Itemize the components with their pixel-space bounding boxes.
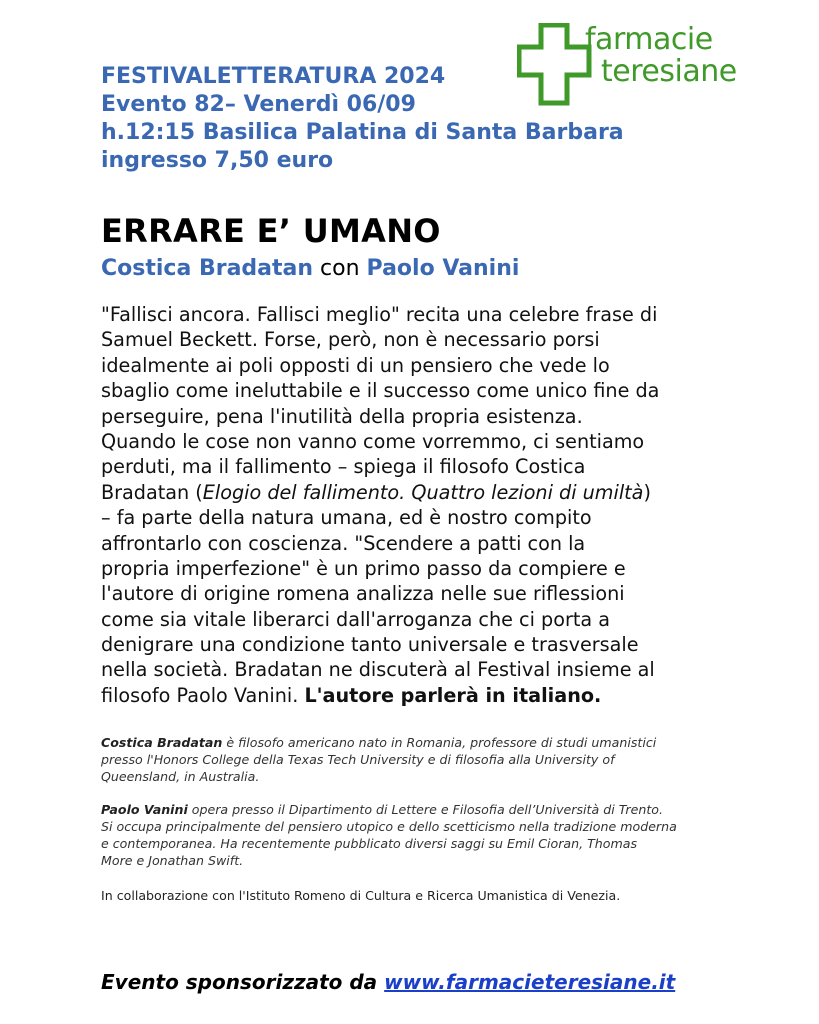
description-line: come sia vitale liberarci dall'arroganza che ci porta a xyxy=(101,607,610,631)
bio-line xyxy=(101,801,741,818)
description-line-last xyxy=(101,683,741,708)
bio-line: Si occupa principalmente del pensiero utopico e dello scetticismo nella tradizione moderna xyxy=(101,819,677,834)
description-line: denigrare una condizione tanto universale e trasversale xyxy=(101,633,639,657)
subtitle-connector: con xyxy=(313,256,367,281)
description-line: sbaglio come ineluttabile e il successo come unico fine da xyxy=(101,379,660,403)
event-description xyxy=(101,302,741,708)
event-price: ingresso 7,50 euro xyxy=(101,148,334,173)
event-time-place: h.12:15 Basilica Palatina di Santa Barbara xyxy=(101,120,624,145)
bio-line: presso l'Honors College della Texas Tech University e di filosofia alla University of xyxy=(101,752,615,767)
description-line-book xyxy=(101,480,741,505)
bio-author-name: Costica Bradatan xyxy=(101,735,223,750)
description-line: perduti, ma il fallimento – spiega il filosofo Costica xyxy=(101,455,586,479)
book-title: Elogio del fallimento. Quattro lezioni di umiltà xyxy=(202,480,644,504)
description-line: – fa parte della natura umana, ed è nostro compito xyxy=(101,506,592,530)
book-prefix: Bradatan ( xyxy=(101,480,203,504)
guest-bio xyxy=(101,801,741,869)
book-suffix: ) xyxy=(643,480,651,504)
logo-text-farmacie: farmacie xyxy=(585,22,713,57)
description-line: idealmente ai poli opposti di un pensiero che vede lo xyxy=(101,353,610,377)
event-number-date: Evento 82– Venerdì 06/09 xyxy=(101,92,416,117)
collaboration-note: In collaborazione con l'Istituto Romeno di Cultura e Ricerca Umanistica di Venezia. xyxy=(101,888,621,903)
language-note: L'autore parlerà in italiano. xyxy=(304,683,602,707)
guest-name: Paolo Vanini xyxy=(366,256,520,281)
event-title: ERRARE E’ UMANO xyxy=(101,212,441,250)
description-last-text: filosofo Paolo Vanini. xyxy=(101,683,305,707)
logo-text-teresiane: teresiane xyxy=(601,54,737,89)
author-bio xyxy=(101,734,741,785)
description-line: l'autore di origine romena analizza nelle sue riflessioni xyxy=(101,582,625,606)
description-line: "Fallisci ancora. Fallisci meglio" recita una celebre frase di xyxy=(101,303,658,326)
bio-line: More e Jonathan Swift. xyxy=(101,853,244,868)
bio-text: è filosofo americano nato in Romania, professore di studi umanistici xyxy=(222,735,657,750)
bio-guest-name: Paolo Vanini xyxy=(101,802,188,817)
sponsor-line xyxy=(101,970,675,994)
event-header xyxy=(101,63,624,175)
bio-line: e contemporanea. Ha recentemente pubblicato diversi saggi su Emil Cioran, Thomas xyxy=(101,836,638,851)
description-line: affrontarlo con coscienza. "Scendere a patti con la xyxy=(101,531,586,555)
festival-name: FESTIVALETTERATURA 2024 xyxy=(101,64,446,89)
bio-line xyxy=(101,734,741,751)
author-name: Costica Bradatan xyxy=(101,256,314,281)
description-line: Quando le cose non vanno come vorremmo, ci sentiamo xyxy=(101,429,645,453)
description-line: propria imperfezione" è un primo passo da compiere e xyxy=(101,556,626,580)
description-line: perseguire, pena l'inutilità della propria esistenza. xyxy=(101,404,583,428)
bio-text: opera presso il Dipartimento di Lettere e Filosofia dell’Università di Trento. xyxy=(187,802,663,817)
description-line: Samuel Beckett. Forse, però, non è necessario porsi xyxy=(101,328,600,352)
event-subtitle xyxy=(101,256,519,281)
sponsor-link[interactable]: www.farmacieteresiane.it xyxy=(384,970,676,994)
sponsor-label: Evento sponsorizzato da xyxy=(101,970,385,994)
bio-line: Queensland, in Australia. xyxy=(101,769,260,784)
description-line: nella società. Bradatan ne discuterà al Festival insieme al xyxy=(101,658,655,682)
